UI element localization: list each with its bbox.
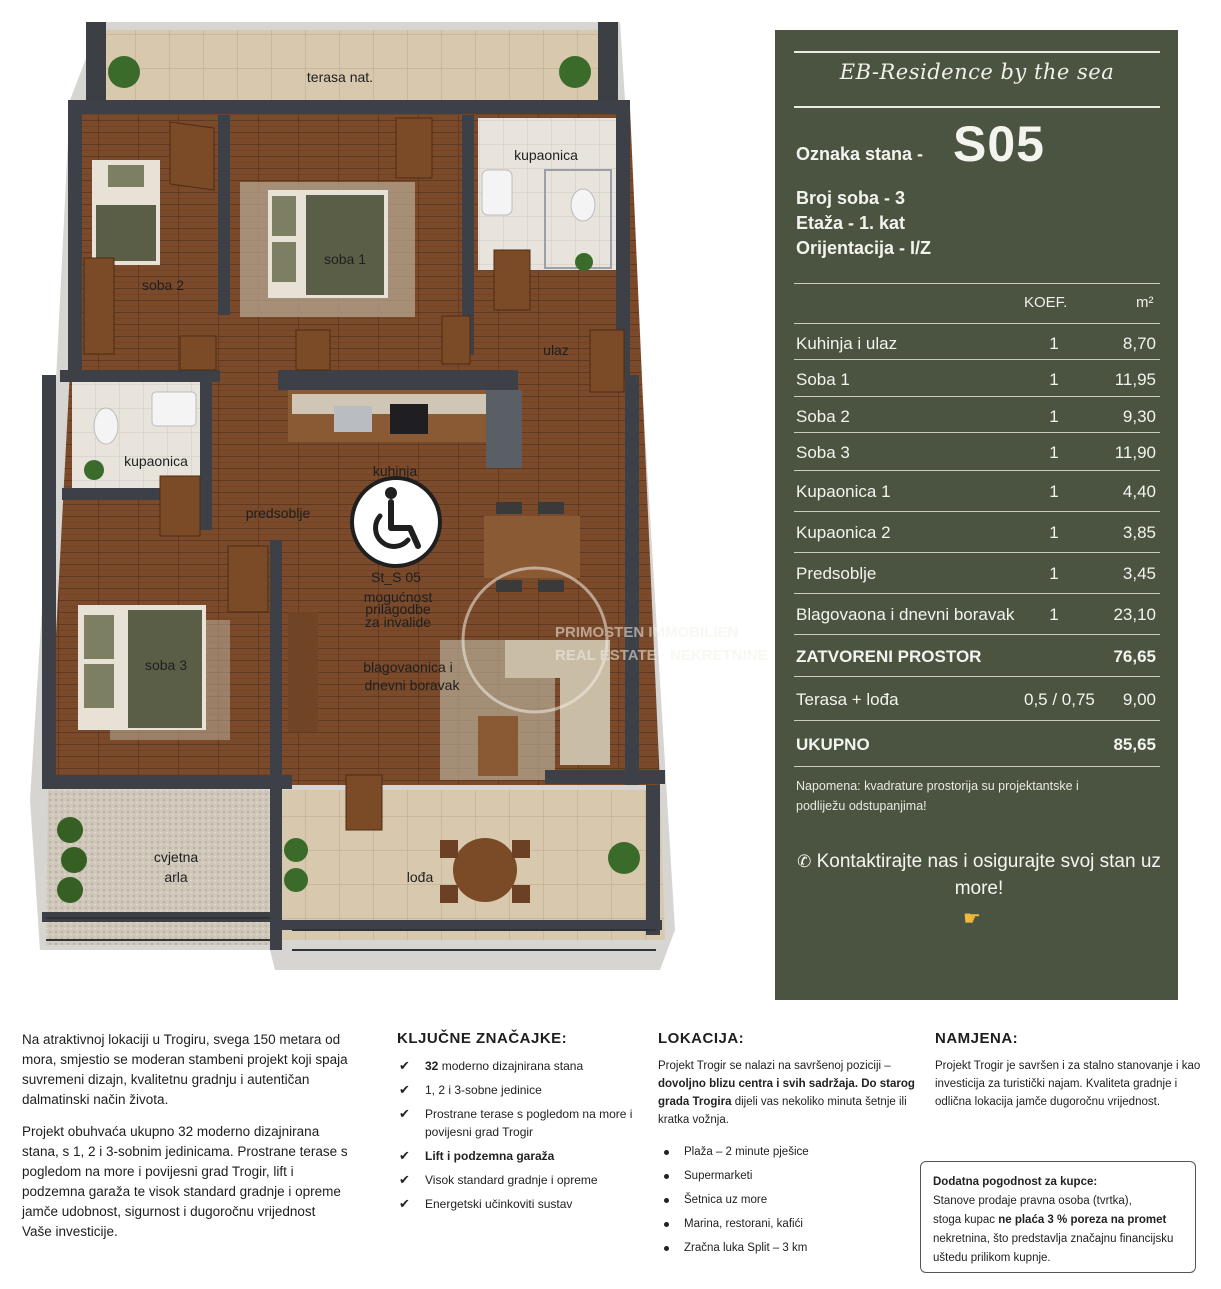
label-ulaz: ulaz	[543, 342, 569, 358]
closed-space-row: ZATVORENI PROSTOR 76,65	[794, 634, 1160, 676]
features-title: KLJUČNE ZNAČAJKE:	[397, 1030, 568, 1047]
label-kupaonica-left: kupaonica	[124, 453, 188, 469]
watermark-line1: PRIMOSTEN IMMOBILIEN	[555, 624, 739, 641]
location-item: Zračna luka Split – 3 km	[658, 1239, 918, 1257]
table-row: Soba 3 1 11,90	[794, 432, 1160, 470]
feature-item: ✔ 1, 2 i 3-sobne jedinice	[399, 1082, 542, 1097]
phone-icon: ✆	[797, 852, 812, 871]
label-cvjetna-2: arla	[164, 869, 188, 885]
table-top-rule	[794, 283, 1160, 284]
table-row: Kuhinja i ulaz 1 8,70	[794, 323, 1160, 359]
area-note: Napomena: kvadrature prostorija su projektantske i podliježu odstupanjima!	[796, 779, 1079, 813]
orientation: Orijentacija - I/Z	[796, 238, 932, 258]
terrace-row: Terasa + lođa 0,5 / 0,75 9,00	[794, 676, 1160, 720]
check-icon: ✔	[399, 1172, 410, 1187]
watermark-line2: REAL ESTATE · NEKRETNINE	[555, 647, 768, 664]
divider-top	[794, 51, 1160, 53]
room-count: Broj soba - 3	[796, 188, 906, 208]
access-code: St_S 05	[371, 569, 421, 585]
location-item: Supermarketi	[658, 1167, 918, 1185]
label-lodja: lođa	[406, 869, 434, 885]
contact-cta[interactable]: ✆ Kontaktirajte nas i osigurajte svoj stan uz more!	[797, 851, 1161, 899]
purpose-title: NAMJENA:	[935, 1030, 1019, 1047]
intro-text: Na atraktivnoj lokaciji u Trogiru, svega 150 metara od mora, smjestio se moderan stambeni projekt koji spaja suvremeni dizajn, kvalitetnu gradnju i autentičan dalmatinski način života. Projekt obuhvaća ukupno 32 moderno dizajnirana stana, s 1, 2 i 3-sobnim jedinicama. Prostrane terase s pogledom na more i povijesni grad Trogir, lift i podzemna garaža te visok standard gradnje i opreme jamče udobnost, sigurnost i dugoročnu vrijednost Vaše investicije.	[22, 1032, 348, 1239]
location-item: Šetnica uz more	[658, 1191, 918, 1209]
access-line3: za invalide	[364, 614, 432, 630]
coffee-table	[478, 716, 518, 776]
check-icon: ✔	[399, 1082, 410, 1097]
table-row: Predsoblje 1 3,45	[794, 552, 1160, 593]
key-features	[397, 1030, 642, 1219]
apartment-code-label: Oznaka stana -	[796, 144, 924, 164]
feature-item: ✔ Energetski učinkoviti sustav	[399, 1196, 573, 1211]
feature-item: ✔ Prostrane terase s pogledom na more i povijesni grad Trogir	[399, 1106, 633, 1139]
table-bottom-rule	[794, 766, 1160, 767]
label-soba1: soba 1	[323, 251, 367, 267]
location-item: Plaža – 2 minute pješice	[658, 1143, 918, 1161]
divider-brand	[794, 106, 1160, 108]
label-predsoblje: predsoblje	[245, 505, 311, 521]
terrace-top	[86, 22, 618, 102]
location	[658, 1030, 918, 1263]
floor-level: Etaža - 1. kat	[796, 213, 906, 233]
check-icon: ✔	[399, 1148, 410, 1163]
bed-soba2	[92, 160, 160, 265]
table-row: Soba 1 1 11,95	[794, 359, 1160, 395]
bonus-title: Dodatna pogodnost za kupce:	[933, 1176, 1098, 1188]
check-icon: ✔	[399, 1058, 410, 1073]
access-line1: mogućnost	[363, 589, 433, 605]
label-kuhinja: kuhinja	[372, 463, 418, 479]
label-soba2: soba 2	[141, 277, 185, 293]
header-area: m²	[1136, 294, 1154, 311]
apartment-info-panel	[775, 30, 1178, 1000]
label-soba3: soba 3	[144, 657, 188, 673]
tv-unit	[288, 612, 318, 732]
purpose	[935, 1030, 1215, 1111]
feature-item: ✔ 32 moderno dizajnirana stana	[399, 1058, 584, 1073]
location-title: LOKACIJA:	[658, 1030, 745, 1047]
table-row: Kupaonica 2 1 3,85	[794, 511, 1160, 552]
brand-title: EB-Residence by the sea	[839, 60, 1115, 84]
total-row: UKUPNO 85,65	[794, 720, 1160, 766]
table-row: Blagovaona i dnevni boravak 1 23,10	[794, 593, 1160, 634]
pointing-hand-icon: ☛	[963, 908, 981, 930]
feature-item: ✔ Lift i podzemna garaža	[399, 1148, 555, 1163]
check-icon: ✔	[399, 1196, 410, 1211]
header-koef: KOEF.	[1024, 294, 1068, 311]
label-terasa-nat: terasa nat.	[306, 69, 374, 85]
loggia-table	[440, 838, 530, 903]
location-item: Marina, restorani, kafići	[658, 1215, 918, 1233]
check-icon: ✔	[399, 1106, 410, 1121]
label-kupaonica-top: kupaonica	[514, 147, 578, 163]
location-text: Projekt Trogir se nalazi na savršenoj poziciji – dovoljno blizu centra i svih sadržaja. Do starog grada Trogira dijeli vas nekoliko minuta šetnje ili kratka vožnja.	[658, 1060, 915, 1126]
wheelchair-icon	[352, 478, 440, 566]
feature-item: ✔ Visok standard gradnje i opreme	[399, 1172, 598, 1187]
label-blagovaonica-1: blagovaonica i	[363, 659, 453, 675]
buyer-bonus-box: Dodatna pogodnost za kupce: Stanove prodaje pravna osoba (tvrtka), stoga kupac ne plaća 3 % poreza na promet nekretnina, što predstavlja značajnu financijsku uštedu prilikom kupnje.	[920, 1161, 1196, 1273]
access-line2: prilagodbe	[365, 601, 431, 617]
label-blagovaonica-2: dnevni boravak	[364, 677, 460, 693]
apartment-code: S05	[953, 116, 1045, 172]
bed-soba1	[268, 190, 388, 298]
table-row: Soba 2 1 9,30	[794, 396, 1160, 432]
floor-plan	[0, 0, 770, 1010]
label-cvjetna-1: cvjetna	[153, 849, 199, 865]
table-row: Kupaonica 1 1 4,40	[794, 470, 1160, 511]
purpose-text: Projekt Trogir je savršen i za stalno stanovanje i kao investicija za turistički najam. Kvaliteta gradnje i odlična lokacija jamče dugoročnu vrijednost.	[935, 1060, 1201, 1108]
